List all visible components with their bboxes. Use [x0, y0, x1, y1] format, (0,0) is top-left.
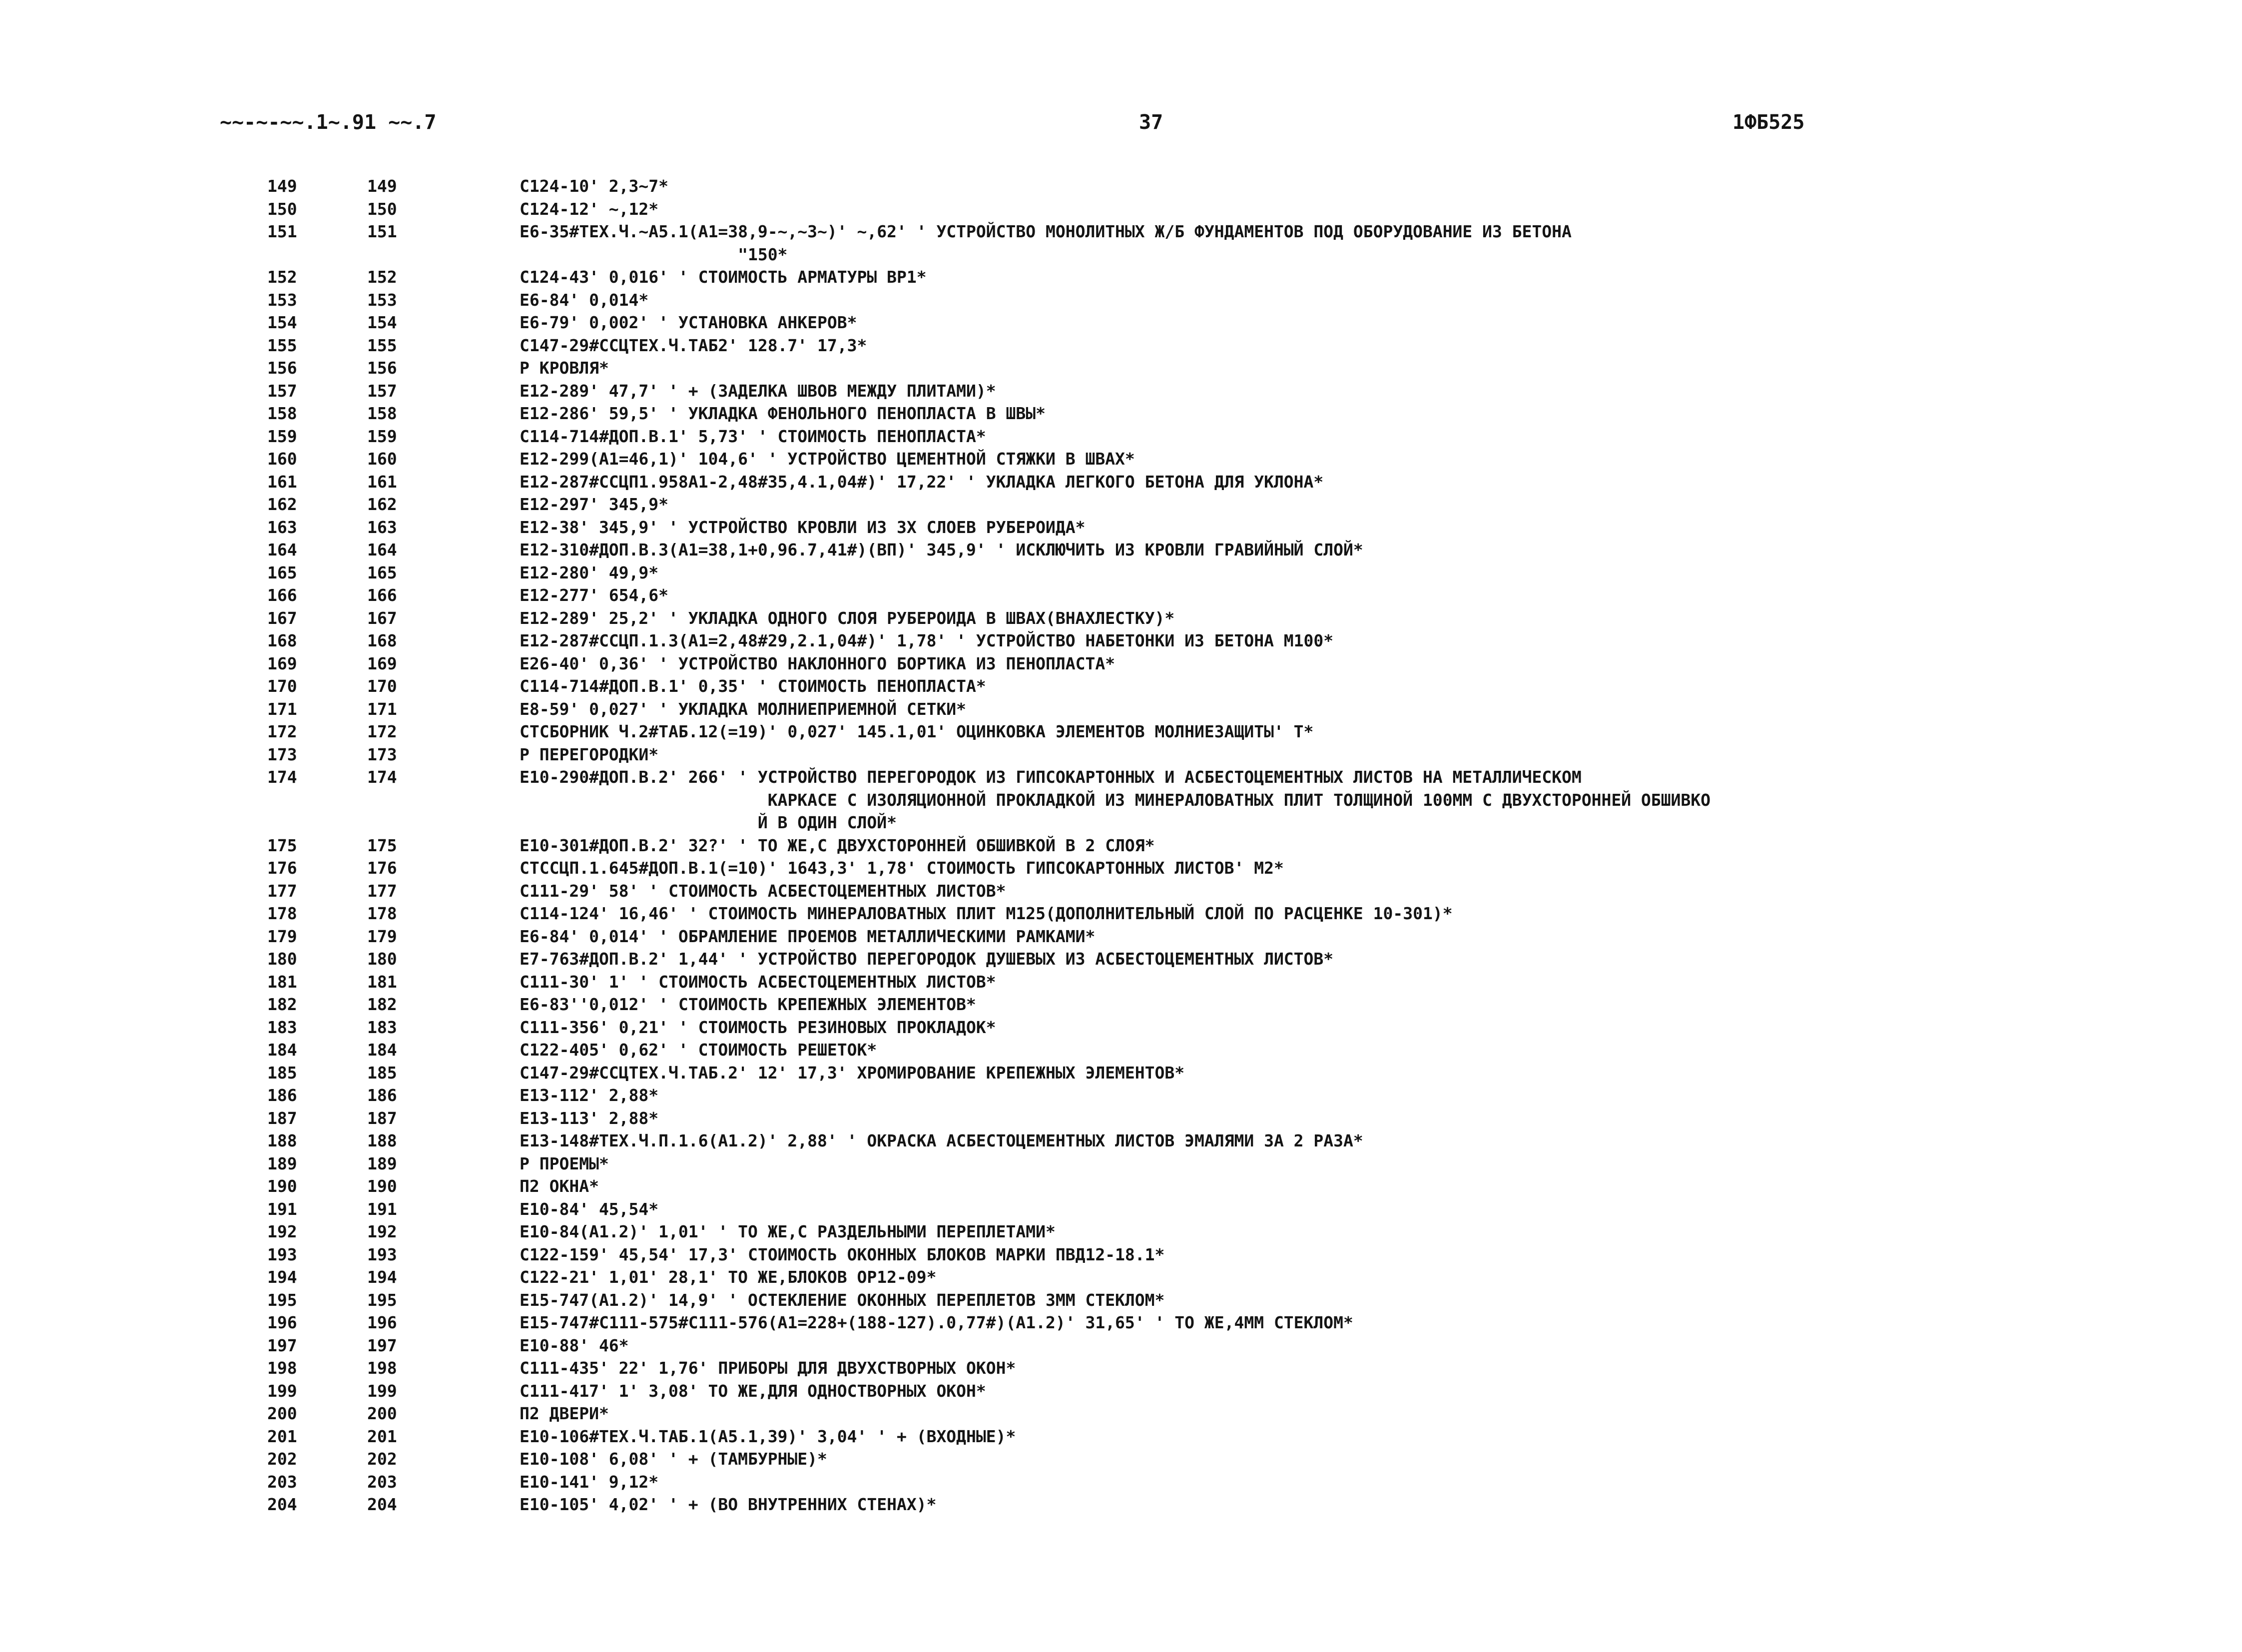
listing-row	[0, 720, 2242, 743]
listing-row	[0, 1425, 2242, 1448]
line-number: 185	[267, 1063, 297, 1083]
line-number: 190	[267, 1176, 297, 1196]
listing-row	[0, 1129, 2242, 1152]
line-number: 175	[267, 835, 297, 855]
record-number: 164	[367, 540, 397, 559]
line-number: 181	[267, 972, 297, 992]
record-number: 182	[367, 995, 397, 1014]
record-number: 192	[367, 1222, 397, 1241]
record-text: С111-417' 1' 3,08' ТО ЖЕ,ДЛЯ ОДНОСТВОРНЫХ ОКОН*	[520, 1381, 986, 1401]
listing-row	[0, 1334, 2242, 1357]
line-number: 153	[267, 290, 297, 310]
listing-row	[0, 1471, 2242, 1494]
record-text: С124-10' 2,3~7*	[520, 176, 669, 196]
line-number: 204	[267, 1495, 297, 1514]
listing-row	[0, 834, 2242, 857]
record-text: Е6-84' 0,014*	[520, 290, 649, 310]
record-number: 171	[367, 699, 397, 719]
line-number: 200	[267, 1404, 297, 1423]
record-text: Р ПЕРЕГОРОДКИ*	[520, 744, 659, 764]
record-number: 193	[367, 1244, 397, 1264]
line-number: 165	[267, 562, 297, 582]
record-text: Е26-40' 0,36' ' УСТРОЙСТВО НАКЛОННОГО БОРТИКА ИЗ ПЕНОПЛАСТА*	[520, 653, 1116, 673]
line-number: 158	[267, 404, 297, 423]
record-number: 183	[367, 1017, 397, 1037]
listing-row	[0, 357, 2242, 380]
record-text: Е15-747(А1.2)' 14,9' ' ОСТЕКЛЕНИЕ ОКОННЫХ ПЕРЕПЛЕТОВ 3ММ СТЕКЛОМ*	[520, 1290, 1165, 1310]
record-text: Е12-277' 654,6*	[520, 585, 669, 605]
listing-row	[0, 334, 2242, 357]
record-text: С147-29#ССЦТЕХ.Ч.ТАБ2' 128.7' 17,3*	[520, 335, 867, 355]
record-text: Е6-84' 0,014' ' ОБРАМЛЕНИЕ ПРОЕМОВ МЕТАЛЛИЧЕСКИМИ РАМКАМИ*	[520, 926, 1096, 946]
document-number: 1ФБ525	[1732, 111, 1805, 134]
record-number: 185	[367, 1063, 397, 1083]
line-number: 180	[267, 949, 297, 969]
line-number: 199	[267, 1381, 297, 1401]
listing-row	[0, 266, 2242, 289]
listing-row	[0, 1152, 2242, 1175]
line-number: 192	[267, 1222, 297, 1241]
line-number: 163	[267, 517, 297, 537]
line-number: 152	[267, 267, 297, 287]
record-text: Е13-148#ТЕХ.Ч.П.1.6(А1.2)' 2,88' ' ОКРАСКА АСБЕСТОЦЕМЕНТНЫХ ЛИСТОВ ЭМАЛЯМИ ЗА 2 РАЗА*	[520, 1131, 1363, 1150]
record-number: 176	[367, 858, 397, 878]
record-number: 160	[367, 449, 397, 469]
record-text: Р КРОВЛЯ*	[520, 358, 609, 378]
listing-row	[0, 1311, 2242, 1334]
record-number: 161	[367, 472, 397, 492]
record-text: Е12-289' 25,2' ' УКЛАДКА ОДНОГО СЛОЯ РУБЕРОИДА В ШВАХ(ВНАХЛЕСТКУ)*	[520, 608, 1175, 628]
record-text: Е12-287#ССЦП1.958А1-2,48#35,4.1,04#)' 17,22' ' УКЛАДКА ЛЕГКОГО БЕТОНА ДЛЯ УКЛОНА*	[520, 472, 1324, 492]
record-number: 186	[367, 1086, 397, 1105]
record-text: Е12-38' 345,9' ' УСТРОЙСТВО КРОВЛИ ИЗ 3Х СЛОЕВ РУБЕРОИДА*	[520, 517, 1086, 537]
line-number: 196	[267, 1313, 297, 1332]
listing-row	[0, 857, 2242, 880]
record-number: 162	[367, 495, 397, 514]
listing-row	[0, 902, 2242, 925]
listing-row	[0, 1062, 2242, 1085]
line-number: 162	[267, 495, 297, 514]
line-number: 193	[267, 1244, 297, 1264]
record-text: Е13-112' 2,88*	[520, 1086, 659, 1105]
listing-row	[0, 1402, 2242, 1425]
record-number: 152	[367, 267, 397, 287]
record-text: С122-405' 0,62' ' СТОИМОСТЬ РЕШЕТОК*	[520, 1040, 877, 1060]
line-number: 184	[267, 1040, 297, 1060]
record-text: С111-435' 22' 1,76' ПРИБОРЫ ДЛЯ ДВУХСТВОРНЫХ ОКОН*	[520, 1358, 1016, 1378]
line-number: 194	[267, 1267, 297, 1287]
listing-row	[0, 1198, 2242, 1221]
listing-row	[0, 675, 2242, 698]
record-text: Е12-289' 47,7' ' + (ЗАДЕЛКА ШВОВ МЕЖДУ ПЛИТАМИ)*	[520, 381, 996, 401]
line-number: 201	[267, 1426, 297, 1446]
listing-row	[0, 1175, 2242, 1198]
record-number: 155	[367, 335, 397, 355]
line-number: 168	[267, 631, 297, 650]
listing-row	[0, 925, 2242, 948]
record-text: Е6-83''0,012' ' СТОИМОСТЬ КРЕПЕЖНЫХ ЭЛЕМЕНТОВ*	[520, 995, 976, 1014]
listing-row	[0, 448, 2242, 471]
line-number: 160	[267, 449, 297, 469]
record-number: 184	[367, 1040, 397, 1060]
listing-row	[0, 993, 2242, 1016]
record-number: 149	[367, 176, 397, 196]
listing-row	[0, 1016, 2242, 1039]
line-number: 161	[267, 472, 297, 492]
record-number: 178	[367, 904, 397, 923]
line-number: 172	[267, 722, 297, 741]
record-number: 197	[367, 1335, 397, 1355]
record-text: Е12-297' 345,9*	[520, 495, 669, 514]
listing-row	[0, 629, 2242, 652]
record-number: 181	[367, 972, 397, 992]
record-number: 153	[367, 290, 397, 310]
record-text: С114-124' 16,46' ' СТОИМОСТЬ МИНЕРАЛОВАТНЫХ ПЛИТ М125(ДОПОЛНИТЕЛЬНЫЙ СЛОЙ ПО РАСЦЕНКЕ 10-301)*	[520, 904, 1453, 923]
header-left-code: ~~-~-~~.1~.91 ~~.7	[220, 111, 437, 134]
line-number: 179	[267, 926, 297, 946]
record-number: 198	[367, 1358, 397, 1378]
record-number: 189	[367, 1153, 397, 1173]
record-text: Е10-290#ДОП.В.2' 266' ' УСТРОЙСТВО ПЕРЕГОРОДОК ИЗ ГИПСОКАРТОННЫХ И АСБЕСТОЦЕМЕНТНЫХ ЛИСТОВ НА МЕТАЛЛИЧЕСКОМ	[520, 767, 1582, 787]
line-number: 182	[267, 995, 297, 1014]
listing-row	[0, 220, 2242, 243]
record-number: 179	[367, 926, 397, 946]
record-text: С124-12' ~,12*	[520, 199, 659, 219]
record-text: С111-356' 0,21' ' СТОИМОСТЬ РЕЗИНОВЫХ ПРОКЛАДОК*	[520, 1017, 996, 1037]
record-text: Е12-286' 59,5' ' УКЛАДКА ФЕНОЛЬНОГО ПЕНОПЛАСТА В ШВЫ*	[520, 404, 1046, 423]
listing-row	[0, 698, 2242, 721]
record-number: 199	[367, 1381, 397, 1401]
line-number: 176	[267, 858, 297, 878]
line-number: 177	[267, 881, 297, 901]
listing-row	[0, 402, 2242, 425]
record-text: Е10-301#ДОП.В.2' 32?' ' ТО ЖЕ,С ДВУХСТОРОННЕЙ ОБШИВКОЙ В 2 СЛОЯ*	[520, 835, 1155, 855]
record-text: Е12-299(А1=46,1)' 104,6' ' УСТРОЙСТВО ЦЕМЕНТНОЙ СТЯЖКИ В ШВАХ*	[520, 449, 1135, 469]
record-text: С111-30' 1' ' СТОИМОСТЬ АСБЕСТОЦЕМЕНТНЫХ ЛИСТОВ*	[520, 972, 996, 992]
record-text: Е10-108' 6,08' ' + (ТАМБУРНЫЕ)*	[520, 1449, 827, 1469]
listing-row	[0, 561, 2242, 584]
record-number: 156	[367, 358, 397, 378]
listing-row	[0, 1107, 2242, 1130]
record-text: Е12-287#ССЦП.1.3(А1=2,48#29,2.1,04#)' 1,78' ' УСТРОЙСТВО НАБЕТОНКИ ИЗ БЕТОНА М100*	[520, 631, 1334, 650]
record-number: 165	[367, 562, 397, 582]
record-number: 168	[367, 631, 397, 650]
record-text: СТССЦП.1.645#ДОП.В.1(=10)' 1643,3' 1,78' СТОИМОСТЬ ГИПСОКАРТОННЫХ ЛИСТОВ' М2*	[520, 858, 1284, 878]
record-number: 150	[367, 199, 397, 219]
listing-row	[0, 584, 2242, 607]
record-text: Е8-59' 0,027' ' УКЛАДКА МОЛНИЕПРИЕМНОЙ СЕТКИ*	[520, 699, 967, 719]
listing-row	[0, 880, 2242, 903]
listing-row	[0, 652, 2242, 675]
record-text: Е10-106#ТЕХ.Ч.ТАБ.1(А5.1,39)' 3,04' ' + (ВХОДНЫЕ)*	[520, 1426, 1016, 1446]
record-number: 172	[367, 722, 397, 741]
record-number: 196	[367, 1313, 397, 1332]
record-number: 180	[367, 949, 397, 969]
record-text: С124-43' 0,016' ' СТОИМОСТЬ АРМАТУРЫ ВР1*	[520, 267, 927, 287]
line-number: 171	[267, 699, 297, 719]
record-number: 151	[367, 222, 397, 241]
line-number: 164	[267, 540, 297, 559]
record-number: 195	[367, 1290, 397, 1310]
record-number: 158	[367, 404, 397, 423]
record-text: Е10-88' 46*	[520, 1335, 629, 1355]
record-text: С122-21' 1,01' 28,1' ТО ЖЕ,БЛОКОВ ОР12-09*	[520, 1267, 937, 1287]
line-number: 195	[267, 1290, 297, 1310]
record-text: Е7-763#ДОП.В.2' 1,44' ' УСТРОЙСТВО ПЕРЕГОРОДОК ДУШЕВЫХ ИЗ АСБЕСТОЦЕМЕНТНЫХ ЛИСТОВ*	[520, 949, 1334, 969]
line-number: 178	[267, 904, 297, 923]
listing-row-continuation	[0, 789, 2242, 812]
line-number: 170	[267, 676, 297, 696]
record-text: Е10-141' 9,12*	[520, 1472, 659, 1492]
listing-row	[0, 311, 2242, 334]
record-text: Е10-84(А1.2)' 1,01' ' ТО ЖЕ,С РАЗДЕЛЬНЫМИ ПЕРЕПЛЕТАМИ*	[520, 1222, 1056, 1241]
record-text: С147-29#ССЦТЕХ.Ч.ТАБ.2' 12' 17,3' ХРОМИРОВАНИЕ КРЕПЕЖНЫХ ЭЛЕМЕНТОВ*	[520, 1063, 1185, 1083]
line-number: 159	[267, 426, 297, 446]
record-text: Е12-310#ДОП.В.3(А1=38,1+0,96.7,41#)(ВП)' 345,9' ' ИСКЛЮЧИТЬ ИЗ КРОВЛИ ГРАВИЙНЫЙ СЛОЙ*	[520, 540, 1363, 559]
record-text: "150*	[520, 244, 788, 264]
line-number: 197	[267, 1335, 297, 1355]
line-number: 174	[267, 767, 297, 787]
record-text: П2 ДВЕРИ*	[520, 1404, 609, 1423]
line-number: 150	[267, 199, 297, 219]
line-number: 189	[267, 1153, 297, 1173]
record-number: 173	[367, 744, 397, 764]
line-number: 151	[267, 222, 297, 241]
record-text: Й В ОДИН СЛОЙ*	[520, 813, 897, 832]
record-number: 169	[367, 653, 397, 673]
listing-row	[0, 1448, 2242, 1471]
listing-row	[0, 971, 2242, 994]
record-number: 166	[367, 585, 397, 605]
listing-row	[0, 471, 2242, 494]
record-text: Е6-35#ТЕХ.Ч.~А5.1(А1=38,9-~,~3~)' ~,62' ' УСТРОЙСТВО МОНОЛИТНЫХ Ж/Б ФУНДАМЕНТОВ ПОД ОБОРУДОВАНИЕ ИЗ БЕТОНА	[520, 222, 1572, 241]
record-text: С114-714#ДОП.В.1' 5,73' ' СТОИМОСТЬ ПЕНОПЛАСТА*	[520, 426, 986, 446]
record-text: Р ПРОЕМЫ*	[520, 1153, 609, 1173]
record-number: 191	[367, 1199, 397, 1219]
record-text: П2 ОКНА*	[520, 1176, 599, 1196]
listing-row	[0, 743, 2242, 766]
line-number: 198	[267, 1358, 297, 1378]
record-text: С111-29' 58' ' СТОИМОСТЬ АСБЕСТОЦЕМЕНТНЫХ ЛИСТОВ*	[520, 881, 1006, 901]
record-number: 190	[367, 1176, 397, 1196]
record-number: 177	[367, 881, 397, 901]
line-number: 169	[267, 653, 297, 673]
record-number: 201	[367, 1426, 397, 1446]
listing-row	[0, 1289, 2242, 1312]
listing-row	[0, 493, 2242, 516]
listing-row	[0, 380, 2242, 403]
listing-row	[0, 1357, 2242, 1380]
line-number: 149	[267, 176, 297, 196]
line-number: 156	[267, 358, 297, 378]
line-number: 191	[267, 1199, 297, 1219]
line-number: 173	[267, 744, 297, 764]
listing-row-continuation	[0, 811, 2242, 834]
record-number: 188	[367, 1131, 397, 1150]
listing-row	[0, 516, 2242, 539]
line-number: 202	[267, 1449, 297, 1469]
record-text: Е10-105' 4,02' ' + (ВО ВНУТРЕННИХ СТЕНАХ)*	[520, 1495, 937, 1514]
record-text: КАРКАСЕ С ИЗОЛЯЦИОННОЙ ПРОКЛАДКОЙ ИЗ МИНЕРАЛОВАТНЫХ ПЛИТ ТОЛЩИНОЙ 100ММ С ДВУХСТОРОННЕЙ ОБШИВКО	[520, 790, 1711, 810]
record-number: 202	[367, 1449, 397, 1469]
record-number: 200	[367, 1404, 397, 1423]
record-number: 194	[367, 1267, 397, 1287]
listing-row	[0, 1220, 2242, 1243]
listing-row	[0, 1266, 2242, 1289]
listing-row	[0, 425, 2242, 448]
record-number: 204	[367, 1495, 397, 1514]
line-number: 157	[267, 381, 297, 401]
line-number: 155	[267, 335, 297, 355]
record-text: СТСБОРНИК Ч.2#ТАБ.12(=19)' 0,027' 145.1,01' ОЦИНКОВКА ЭЛЕМЕНТОВ МОЛНИЕЗАЩИТЫ' Т*	[520, 722, 1314, 741]
listing-row	[0, 1380, 2242, 1403]
line-number: 203	[267, 1472, 297, 1492]
listing-row	[0, 1243, 2242, 1266]
record-number: 175	[367, 835, 397, 855]
record-number: 187	[367, 1108, 397, 1128]
record-text: Е15-747#С111-575#С111-576(А1=228+(188-127).0,77#)(А1.2)' 31,65' ' ТО ЖЕ,4ММ СТЕКЛОМ*	[520, 1313, 1353, 1332]
listing-row	[0, 948, 2242, 971]
listing-row	[0, 1039, 2242, 1062]
line-number: 187	[267, 1108, 297, 1128]
line-number: 166	[267, 585, 297, 605]
record-text: Е12-280' 49,9*	[520, 562, 659, 582]
record-number: 203	[367, 1472, 397, 1492]
listing-row	[0, 766, 2242, 789]
page-number: 37	[1139, 111, 1163, 134]
line-number: 183	[267, 1017, 297, 1037]
record-number: 163	[367, 517, 397, 537]
record-number: 174	[367, 767, 397, 787]
record-number: 159	[367, 426, 397, 446]
listing-row	[0, 1493, 2242, 1516]
record-number: 167	[367, 608, 397, 628]
listing-row	[0, 198, 2242, 221]
record-text: Е13-113' 2,88*	[520, 1108, 659, 1128]
record-text: С122-159' 45,54' 17,3' СТОИМОСТЬ ОКОННЫХ БЛОКОВ МАРКИ ПВД12-18.1*	[520, 1244, 1165, 1264]
record-text: Е10-84' 45,54*	[520, 1199, 659, 1219]
listing-row	[0, 607, 2242, 630]
line-number: 186	[267, 1086, 297, 1105]
record-text: С114-714#ДОП.В.1' 0,35' ' СТОИМОСТЬ ПЕНОПЛАСТА*	[520, 676, 986, 696]
listing-row-continuation	[0, 243, 2242, 266]
listing-row	[0, 539, 2242, 561]
listing-row	[0, 289, 2242, 312]
record-text: Е6-79' 0,002' ' УСТАНОВКА АНКЕРОВ*	[520, 313, 857, 332]
record-number: 170	[367, 676, 397, 696]
listing-row	[0, 1084, 2242, 1107]
record-number: 154	[367, 313, 397, 332]
listing-table	[0, 175, 2242, 1516]
line-number: 188	[267, 1131, 297, 1150]
record-number: 157	[367, 381, 397, 401]
line-number: 154	[267, 313, 297, 332]
listing-row	[0, 175, 2242, 198]
line-number: 167	[267, 608, 297, 628]
